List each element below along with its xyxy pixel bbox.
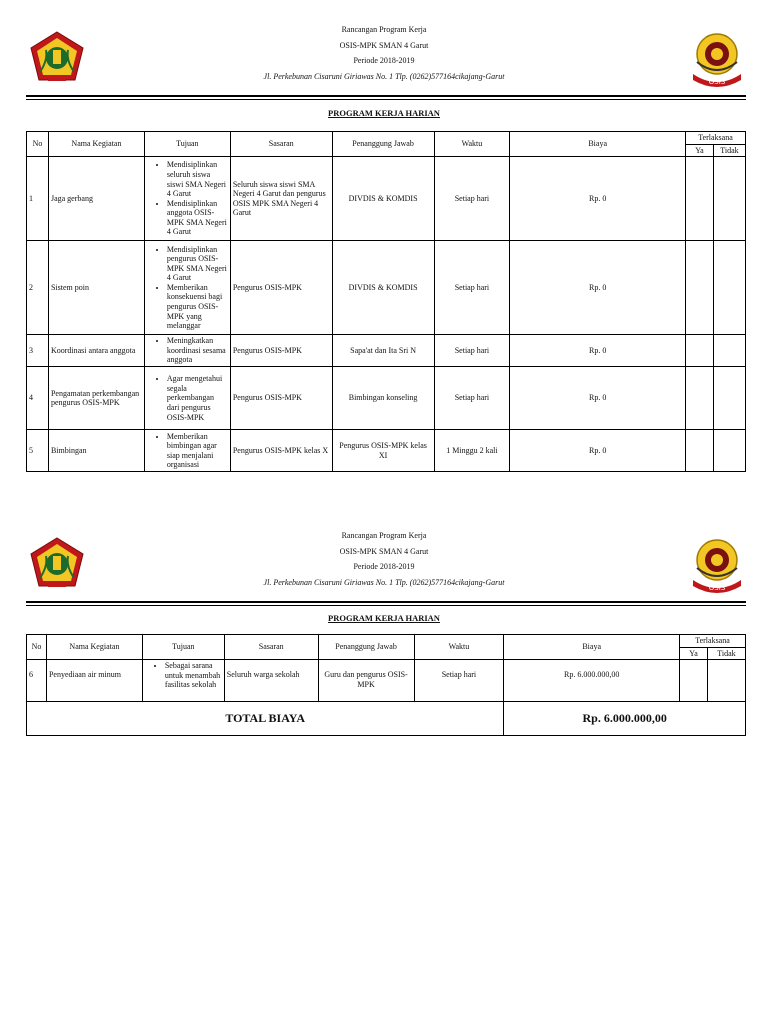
col-tidak: Tidak <box>707 647 745 660</box>
cell-tidak <box>713 367 745 430</box>
col-penanggung-jawab: Penanggung Jawab <box>318 635 414 660</box>
cell-no: 6 <box>27 660 47 702</box>
col-terlaksana: Terlaksana <box>685 132 745 145</box>
col-sasaran: Sasaran <box>224 635 318 660</box>
cell-ya <box>685 241 713 335</box>
cell-tujuan <box>144 335 230 367</box>
cell-pj: DIVDIS & KOMDIS <box>332 241 434 335</box>
header-line-2: OSIS-MPK SMAN 4 Garut <box>339 546 429 556</box>
osis-logo-text: OSIS <box>708 584 726 592</box>
cell-biaya: Rp. 6.000.000,00 <box>504 660 680 702</box>
cell-ya <box>685 430 713 472</box>
tujuan-item: • Agar mengetahui segala perkembangan dari pengurus OSIS-MPK <box>167 374 228 422</box>
col-nama-kegiatan: Nama Kegiatan <box>46 635 142 660</box>
col-ya: Ya <box>685 144 713 157</box>
letterhead-text <box>120 22 648 84</box>
cell-waktu: Setiap hari <box>434 241 510 335</box>
total-row <box>27 702 746 736</box>
cell-sasaran: Pengurus OSIS-MPK <box>230 241 332 335</box>
cell-nama: Penyediaan air minum <box>46 660 142 702</box>
tujuan-item: • Mendisiplinkan anggota OSIS-MPK SMA Negeri 4 Garut <box>167 199 228 237</box>
col-tujuan: Tujuan <box>144 132 230 157</box>
cell-sasaran: Seluruh siswa siswi SMA Negeri 4 Garut dan pengurus OSIS MPK SMA Negeri 4 Garut <box>230 157 332 241</box>
cell-tujuan <box>144 241 230 335</box>
cell-no: 3 <box>27 335 49 367</box>
cell-no: 4 <box>27 367 49 430</box>
tujuan-item: • Meningkatkan koordinasi sesama anggota <box>167 336 228 365</box>
page-1 <box>0 0 768 470</box>
cell-nama: Koordinasi antara anggota <box>48 335 144 367</box>
cell-biaya: Rp. 0 <box>510 241 686 335</box>
table-row <box>27 335 746 367</box>
header-line-1: Rancangan Program Kerja <box>341 25 427 34</box>
osis-logo <box>688 30 746 92</box>
cell-tujuan <box>144 430 230 472</box>
cell-waktu: Setiap hari <box>414 660 504 702</box>
cell-pj: DIVDIS & KOMDIS <box>332 157 434 241</box>
cell-nama: Jaga gerbang <box>48 157 144 241</box>
cell-waktu: Setiap hari <box>434 157 510 241</box>
col-tidak: Tidak <box>713 144 745 157</box>
cell-sasaran: Pengurus OSIS-MPK <box>230 367 332 430</box>
cell-no: 1 <box>27 157 49 241</box>
col-terlaksana: Terlaksana <box>680 635 746 648</box>
header-line-3: Periode 2018-2019 <box>353 56 415 65</box>
table-row <box>27 430 746 472</box>
cell-biaya: Rp. 0 <box>510 367 686 430</box>
col-nama-kegiatan: Nama Kegiatan <box>48 132 144 157</box>
cell-biaya: Rp. 0 <box>510 157 686 241</box>
cell-pj: Sapa'at dan Ita Sri N <box>332 335 434 367</box>
col-no: No <box>27 635 47 660</box>
letterhead <box>0 0 768 92</box>
cell-sasaran: Pengurus OSIS-MPK <box>230 335 332 367</box>
cell-pj: Pengurus OSIS-MPK kelas XI <box>332 430 434 472</box>
table-row <box>27 367 746 430</box>
total-label: TOTAL BIAYA <box>27 702 504 736</box>
cell-nama: Bimbingan <box>48 430 144 472</box>
cell-tujuan <box>144 367 230 430</box>
cell-pj: Bimbingan konseling <box>332 367 434 430</box>
section-title: PROGRAM KERJA HARIAN <box>328 108 440 118</box>
col-tujuan: Tujuan <box>142 635 224 660</box>
cell-no: 5 <box>27 430 49 472</box>
total-value: Rp. 6.000.000,00 <box>504 702 746 736</box>
cell-waktu: 1 Minggu 2 kali <box>434 430 510 472</box>
section-title: PROGRAM KERJA HARIAN <box>328 613 440 623</box>
program-table-1 <box>26 131 746 472</box>
cell-waktu: Setiap hari <box>434 367 510 430</box>
cell-sasaran: Pengurus OSIS-MPK kelas X <box>230 430 332 472</box>
cell-ya <box>685 367 713 430</box>
header-line-1: Rancangan Program Kerja <box>341 531 427 540</box>
cell-waktu: Setiap hari <box>434 335 510 367</box>
cell-tidak <box>713 241 745 335</box>
tujuan-item: • Memberikan bimbingan agar siap menjalani organisasi <box>167 432 228 470</box>
col-penanggung-jawab: Penanggung Jawab <box>332 132 434 157</box>
header-line-3: Periode 2018-2019 <box>353 562 415 571</box>
col-biaya: Biaya <box>510 132 686 157</box>
cell-tidak <box>713 157 745 241</box>
cell-tidak <box>707 660 745 702</box>
page-2 <box>0 506 768 725</box>
cell-tidak <box>713 430 745 472</box>
tujuan-item: • Memberikan konsekuensi bagi pengurus OSIS-MPK yang melanggar <box>167 283 228 331</box>
header-address: Jl. Perkebunan Cisaruni Giriawas No. 1 Tlp. (0262)577164cikajang-Garut <box>263 71 505 81</box>
letterhead <box>0 506 768 598</box>
header-rule-thin <box>26 99 746 100</box>
tujuan-item: • Mendisiplinkan pengurus OSIS-MPK SMA Negeri 4 Garut <box>167 245 228 283</box>
table-row <box>27 241 746 335</box>
cell-no: 2 <box>27 241 49 335</box>
cell-tujuan <box>144 157 230 241</box>
col-sasaran: Sasaran <box>230 132 332 157</box>
col-waktu: Waktu <box>414 635 504 660</box>
cell-ya <box>680 660 708 702</box>
osis-logo <box>688 536 746 598</box>
letterhead-text <box>120 528 648 590</box>
tujuan-item: • Sebagai sarana untuk menambah fasilitas sekolah <box>165 661 222 690</box>
header-rule-thin <box>26 605 746 606</box>
col-no: No <box>27 132 49 157</box>
col-waktu: Waktu <box>434 132 510 157</box>
cell-biaya: Rp. 0 <box>510 335 686 367</box>
cell-biaya: Rp. 0 <box>510 430 686 472</box>
col-ya: Ya <box>680 647 708 660</box>
school-emblem-logo <box>28 30 86 86</box>
cell-ya <box>685 157 713 241</box>
cell-tidak <box>713 335 745 367</box>
cell-nama: Sistem poin <box>48 241 144 335</box>
program-table-2 <box>26 634 746 736</box>
table-row <box>27 157 746 241</box>
cell-sasaran: Seluruh warga sekolah <box>224 660 318 702</box>
header-line-2: OSIS-MPK SMAN 4 Garut <box>339 40 429 50</box>
cell-tujuan <box>142 660 224 702</box>
col-biaya: Biaya <box>504 635 680 660</box>
osis-logo-text: OSIS <box>708 78 726 86</box>
cell-nama: Pengamatan perkembangan pengurus OSIS-MPK <box>48 367 144 430</box>
school-emblem-logo <box>28 536 86 592</box>
cell-ya <box>685 335 713 367</box>
header-rule-thick <box>26 95 746 97</box>
header-rule-thick <box>26 601 746 603</box>
table-row <box>27 660 746 702</box>
tujuan-item: • Mendisiplinkan seluruh siswa siswi SMA Negeri 4 Garut <box>167 160 228 198</box>
header-address: Jl. Perkebunan Cisaruni Giriawas No. 1 Tlp. (0262)577164cikajang-Garut <box>263 577 505 587</box>
cell-pj: Guru dan pengurus OSIS-MPK <box>318 660 414 702</box>
